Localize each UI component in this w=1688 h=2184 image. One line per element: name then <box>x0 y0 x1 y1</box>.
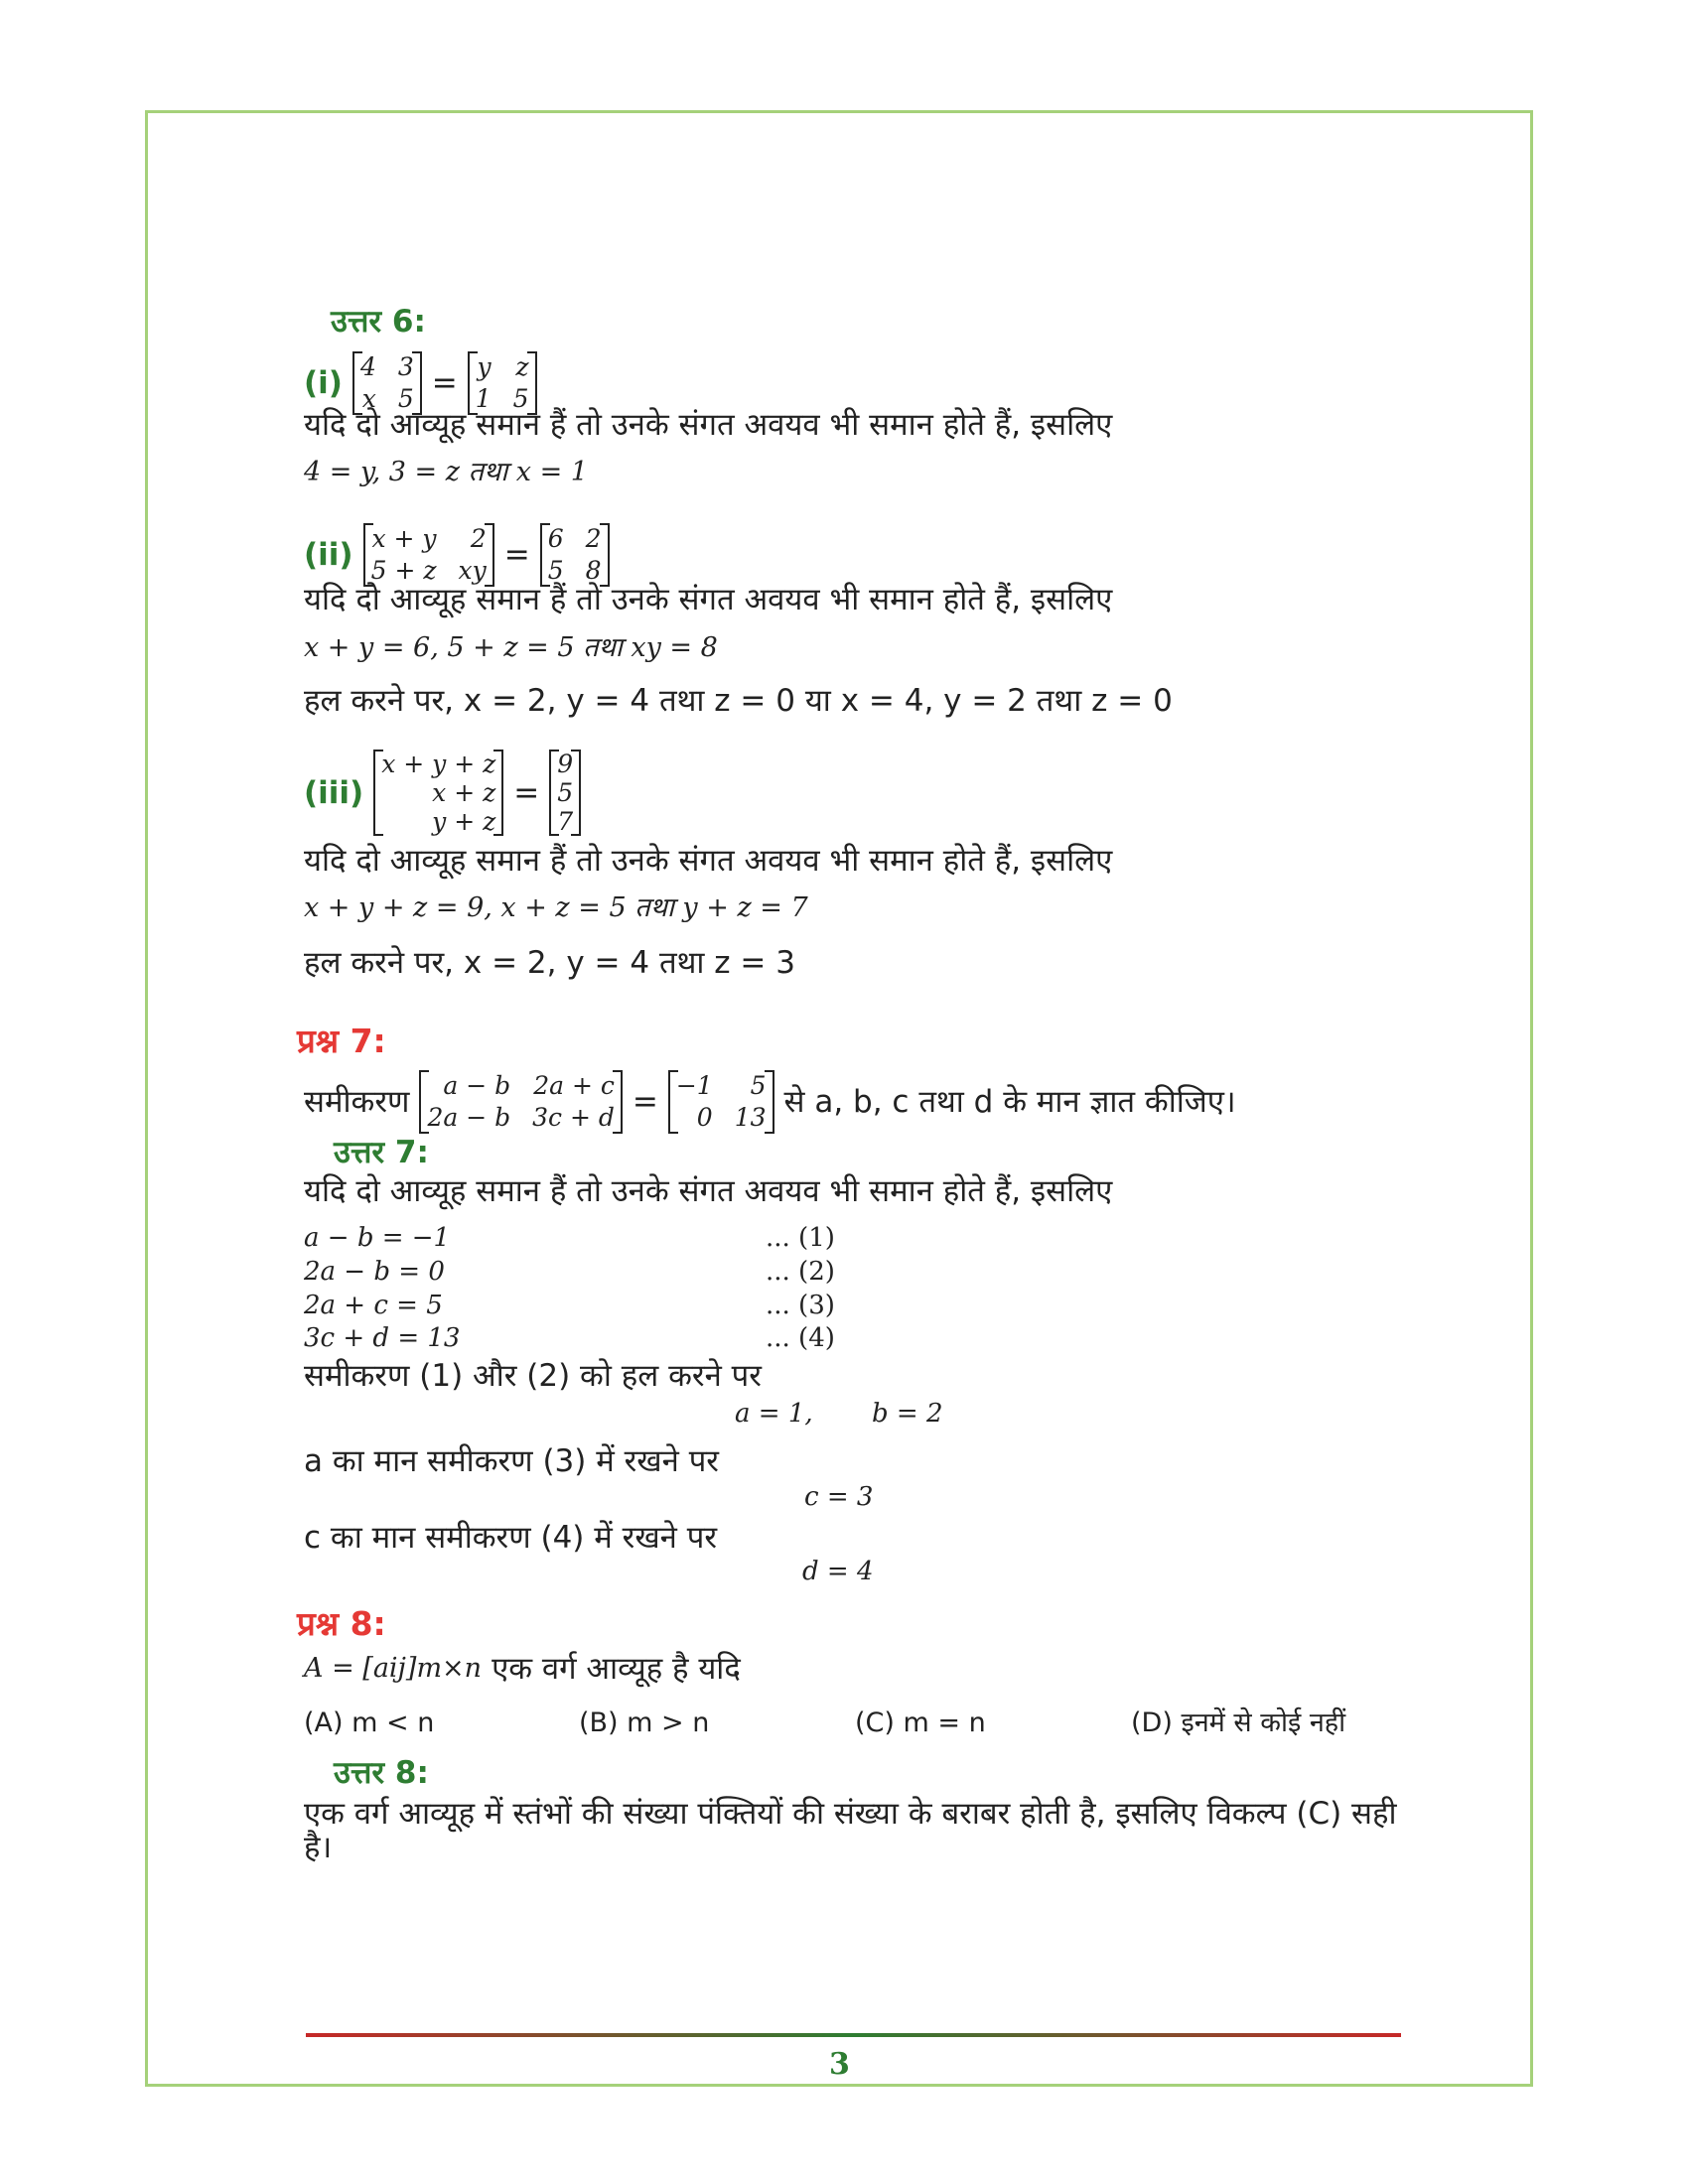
equation-4: 3c + d = 13 <box>304 1323 461 1353</box>
reason-text: यदि दो आव्यूह समान हैं तो उनके संगत अवयव भी समान होते हैं, इसलिए <box>304 1173 1113 1209</box>
option-b: (B) m > n <box>579 1707 710 1738</box>
page-number: 3 <box>829 2047 850 2082</box>
matrix: a − b 2a + c 2a − b 3c + d <box>419 1070 622 1134</box>
result-b: b = 2 <box>872 1399 943 1429</box>
step-text: c का मान समीकरण (4) में रखने पर <box>304 1520 718 1556</box>
solution-line: हल करने पर, x = 2, y = 4 तथा z = 3 <box>304 945 795 981</box>
question-7-heading: प्रश्न 7: <box>297 1022 386 1060</box>
equation-line: x + y + z = 9, x + z = 5 तथा y + z = 7 <box>304 892 808 923</box>
answer-6-iii: (iii) x + y + z x + z y + z = 9 5 7 <box>304 750 581 836</box>
result-c: c = 3 <box>804 1482 874 1512</box>
equation-tag: ... (1) <box>766 1223 835 1253</box>
part-label: (i) <box>304 365 343 401</box>
step-text: a का मान समीकरण (3) में रखने पर <box>304 1443 719 1479</box>
equation-tag: ... (2) <box>766 1257 835 1287</box>
answer-8-text-cont: है। <box>304 1830 333 1865</box>
equation-tag: ... (3) <box>766 1291 835 1320</box>
footer-rule <box>306 2033 1401 2037</box>
result-a: a = 1, <box>735 1399 813 1429</box>
reason-text: यदि दो आव्यूह समान हैं तो उनके संगत अवयव भी समान होते हैं, इसलिए <box>304 582 1113 617</box>
step-text: समीकरण (1) और (2) को हल करने पर <box>304 1358 762 1394</box>
option-c: (C) m = n <box>855 1707 986 1738</box>
answer-6-ii: (ii) x + y 2 5 + z xy = 6 2 5 8 <box>304 523 610 587</box>
question-7-text: समीकरण a − b 2a + c 2a − b 3c + d = −1 5 0 13 से a, b, c तथा d के मान ज्ञात कीजिए। <box>304 1071 1236 1132</box>
answer-8-text: एक वर्ग आव्यूह में स्तंभों की संख्या पंक्तियों की संख्या के बराबर होती है, इसलिए विकल्प (C) सही <box>304 1796 1397 1832</box>
matrix: x + y + z x + z y + z <box>373 750 503 836</box>
reason-text: यदि दो आव्यूह समान हैं तो उनके संगत अवयव भी समान होते हैं, इसलिए <box>304 407 1113 443</box>
option-a: (A) m < n <box>304 1707 435 1738</box>
solution-line: हल करने पर, x = 2, y = 4 तथा z = 0 या x = 4, y = 2 तथा z = 0 <box>304 683 1173 719</box>
reason-text: यदि दो आव्यूह समान हैं तो उनके संगत अवयव भी समान होते हैं, इसलिए <box>304 843 1113 879</box>
equation-2: 2a − b = 0 <box>304 1257 445 1287</box>
matrix: −1 5 0 13 <box>668 1070 774 1134</box>
answer-6-heading: उत्तर 6: <box>331 304 426 340</box>
equation-1: a − b = −1 <box>304 1223 451 1253</box>
option-d: (D) इनमें से कोई नहीं <box>1131 1707 1346 1738</box>
equation-tag: ... (4) <box>766 1323 835 1353</box>
result-d: d = 4 <box>802 1557 874 1586</box>
matrix: y z 1 5 <box>468 351 537 415</box>
answer-6-i: (i) 4 3 x 5 = y z 1 5 <box>304 351 537 415</box>
equation-line: x + y = 6, 5 + z = 5 तथा xy = 8 <box>304 632 718 663</box>
matrix: 9 5 7 <box>549 750 581 836</box>
equation-line: 4 = y, 3 = z तथा x = 1 <box>304 457 588 487</box>
answer-7-heading: उत्तर 7: <box>334 1135 429 1170</box>
answer-8-heading: उत्तर 8: <box>334 1755 429 1791</box>
matrix: 6 2 5 8 <box>540 523 610 587</box>
question-8-text: A = [aij]m×n एक वर्ग आव्यूह है यदि <box>304 1651 741 1687</box>
matrix: x + y 2 5 + z xy <box>363 523 494 587</box>
question-8-heading: प्रश्न 8: <box>297 1604 386 1643</box>
equation-3: 2a + c = 5 <box>304 1291 443 1320</box>
matrix: 4 3 x 5 <box>352 351 422 415</box>
